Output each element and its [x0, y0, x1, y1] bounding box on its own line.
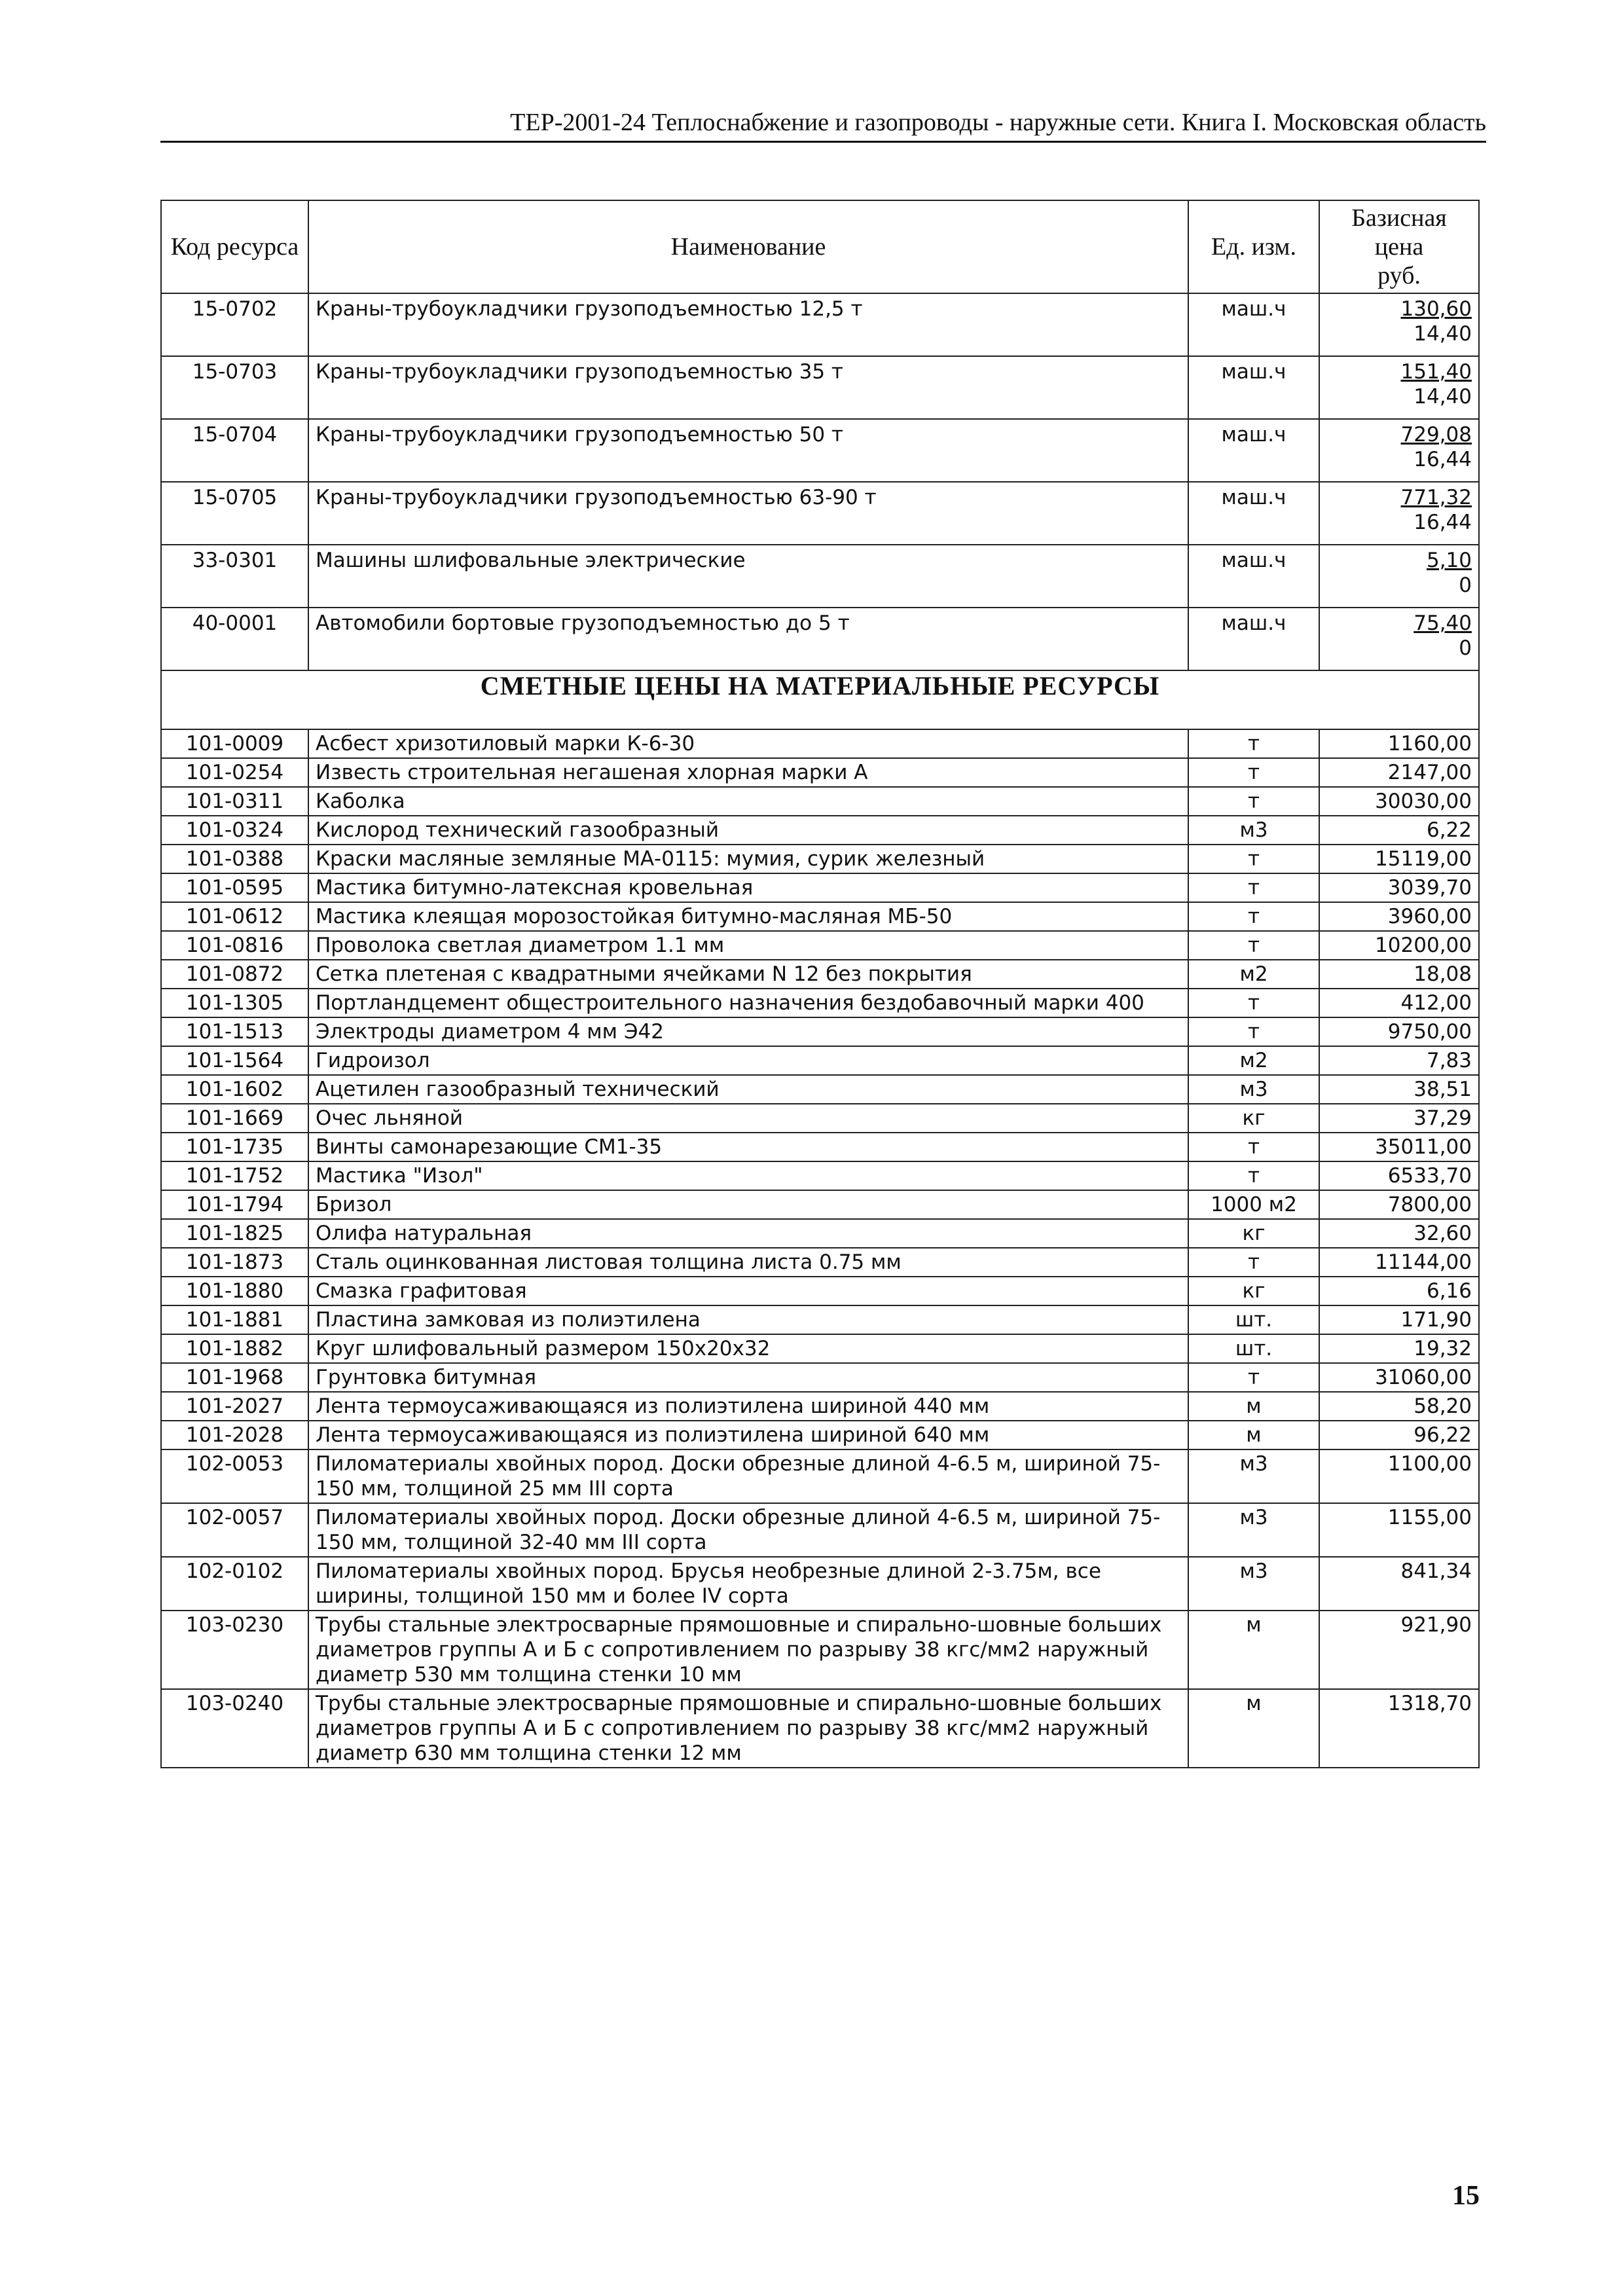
resource-price: 32,60: [1319, 1219, 1479, 1248]
page-header: ТЕР-2001-24 Теплоснабжение и газопроводы - наружные сети. Книга I. Московская область: [160, 108, 1486, 143]
resource-price: 1100,00: [1319, 1449, 1479, 1503]
resource-price: [1319, 293, 1479, 356]
table-row: [161, 1334, 1479, 1363]
resource-price: 3960,00: [1319, 902, 1479, 931]
resource-price: 11144,00: [1319, 1248, 1479, 1277]
resource-code: 101-1752: [161, 1161, 308, 1190]
resource-price: 15119,00: [1319, 845, 1479, 873]
resource-unit: кг: [1188, 1219, 1319, 1248]
table-row: [161, 1104, 1479, 1133]
resource-code: 101-0254: [161, 758, 308, 787]
machines-section: [161, 293, 1479, 670]
resource-code: 102-0057: [161, 1503, 308, 1557]
resource-price: [1319, 482, 1479, 545]
table-row: [161, 1449, 1479, 1503]
resource-unit: шт.: [1188, 1334, 1319, 1363]
resource-name: Гидроизол: [308, 1046, 1188, 1075]
resource-price: 921,90: [1319, 1611, 1479, 1689]
resource-unit: м3: [1188, 1075, 1319, 1104]
resource-price: 6533,70: [1319, 1161, 1479, 1190]
resource-code: 101-0612: [161, 902, 308, 931]
table-row: [161, 1689, 1479, 1768]
resource-code: 103-0230: [161, 1611, 308, 1689]
resource-name: Электроды диаметром 4 мм Э42: [308, 1017, 1188, 1046]
resource-code: 101-1602: [161, 1075, 308, 1104]
table-row: [161, 1363, 1479, 1392]
resource-name: Смазка графитовая: [308, 1277, 1188, 1305]
table-row: [161, 482, 1479, 545]
table-row: [161, 902, 1479, 931]
resource-unit: м: [1188, 1689, 1319, 1768]
resource-name: Пиломатериалы хвойных пород. Доски обрезные длиной 4-6.5 м, шириной 75-150 мм, толщиной 32-40 мм III сорта: [308, 1503, 1188, 1557]
resource-code: 101-1882: [161, 1334, 308, 1363]
resource-name: Трубы стальные электросварные прямошовные и спирально-шовные больших диаметров группы А и Б с сопротивлением по разрыву 38 кгс/мм2 наружный диаметр 530 мм толщина стенки 10 мм: [308, 1611, 1188, 1689]
resource-unit: т: [1188, 989, 1319, 1017]
resource-name: Краны-трубоукладчики грузоподъемностью 50 т: [308, 419, 1188, 482]
table-row: [161, 1421, 1479, 1449]
table-row: [161, 1248, 1479, 1277]
materials-section-title: [161, 670, 1479, 729]
base-price: 5,10: [1426, 549, 1472, 572]
resource-name: Сталь оцинкованная листовая толщина листа 0.75 мм: [308, 1248, 1188, 1277]
materials-section: [161, 729, 1479, 1768]
resource-name: Сетка плетеная с квадратными ячейками N 12 без покрытия: [308, 960, 1188, 989]
resource-price: 38,51: [1319, 1075, 1479, 1104]
resource-code: 101-1880: [161, 1277, 308, 1305]
resource-unit: маш.ч: [1188, 293, 1319, 356]
resource-name: Пластина замковая из полиэтилена: [308, 1305, 1188, 1334]
wage-price: 14,40: [1413, 322, 1472, 346]
resource-price: 1318,70: [1319, 1689, 1479, 1768]
resource-price: 412,00: [1319, 989, 1479, 1017]
resource-price: 171,90: [1319, 1305, 1479, 1334]
resource-code: 101-1564: [161, 1046, 308, 1075]
resource-name: Грунтовка битумная: [308, 1363, 1188, 1392]
resource-name: Олифа натуральная: [308, 1219, 1188, 1248]
col-header-price: [1319, 200, 1479, 293]
resource-unit: маш.ч: [1188, 482, 1319, 545]
resource-code: 15-0703: [161, 356, 308, 419]
resource-price: 3039,70: [1319, 873, 1479, 902]
table-row: [161, 1305, 1479, 1334]
resource-unit: т: [1188, 729, 1319, 758]
table-row: [161, 356, 1479, 419]
resource-code: 33-0301: [161, 545, 308, 608]
section-title-row: [161, 670, 1479, 729]
table-row: [161, 787, 1479, 816]
resource-code: 101-1794: [161, 1190, 308, 1219]
table-row: [161, 1503, 1479, 1557]
resource-unit: м: [1188, 1421, 1319, 1449]
resource-code: 101-1825: [161, 1219, 308, 1248]
resource-price: 58,20: [1319, 1392, 1479, 1421]
resource-unit: м2: [1188, 1046, 1319, 1075]
table-row: [161, 1190, 1479, 1219]
resource-price: 7,83: [1319, 1046, 1479, 1075]
wage-price: 0: [1459, 574, 1472, 597]
resource-name: Ацетилен газообразный технический: [308, 1075, 1188, 1104]
resource-code: 101-1305: [161, 989, 308, 1017]
resource-price: 6,22: [1319, 816, 1479, 845]
table-row: [161, 1219, 1479, 1248]
resource-price: 18,08: [1319, 960, 1479, 989]
table-row: [161, 1075, 1479, 1104]
resource-unit: маш.ч: [1188, 356, 1319, 419]
resource-unit: т: [1188, 1248, 1319, 1277]
resource-name: Мастика "Изол": [308, 1161, 1188, 1190]
resource-name: Лента термоусаживающаяся из полиэтилена шириной 640 мм: [308, 1421, 1188, 1449]
resource-code: 101-1513: [161, 1017, 308, 1046]
table-row: [161, 293, 1479, 356]
resource-price: 10200,00: [1319, 931, 1479, 960]
resource-unit: м: [1188, 1392, 1319, 1421]
table-row: [161, 816, 1479, 845]
resource-unit: м: [1188, 1611, 1319, 1689]
base-price: 771,32: [1400, 486, 1472, 509]
base-price: 729,08: [1400, 423, 1472, 446]
resource-name: Кислород технический газообразный: [308, 816, 1188, 845]
wage-price: 16,44: [1413, 511, 1472, 534]
resource-unit: м3: [1188, 816, 1319, 845]
resource-name: Портландцемент общестроительного назначения бездобавочный марки 400: [308, 989, 1188, 1017]
resource-price: 19,32: [1319, 1334, 1479, 1363]
resource-code: 101-0595: [161, 873, 308, 902]
resource-unit: т: [1188, 845, 1319, 873]
resource-code: 15-0705: [161, 482, 308, 545]
table-row: [161, 729, 1479, 758]
resource-price: [1319, 545, 1479, 608]
resource-code: 102-0053: [161, 1449, 308, 1503]
resource-price: 37,29: [1319, 1104, 1479, 1133]
resource-price: 7800,00: [1319, 1190, 1479, 1219]
resource-unit: т: [1188, 1161, 1319, 1190]
table-row: [161, 545, 1479, 608]
resource-code: 15-0702: [161, 293, 308, 356]
resource-code: 101-0311: [161, 787, 308, 816]
table-row: [161, 845, 1479, 873]
table-row: [161, 419, 1479, 482]
resource-code: 101-0009: [161, 729, 308, 758]
resource-name: Винты самонарезающие СМ1-35: [308, 1133, 1188, 1161]
resource-code: 101-1881: [161, 1305, 308, 1334]
table-row: [161, 1392, 1479, 1421]
resource-unit: маш.ч: [1188, 545, 1319, 608]
resource-name: Проволока светлая диаметром 1.1 мм: [308, 931, 1188, 960]
resource-name: Краны-трубоукладчики грузоподъемностью 12,5 т: [308, 293, 1188, 356]
section-title: СМЕТНЫЕ ЦЕНЫ НА МАТЕРИАЛЬНЫЕ РЕСУРСЫ: [161, 670, 1479, 729]
resource-price: 35011,00: [1319, 1133, 1479, 1161]
table-row: [161, 1611, 1479, 1689]
wage-price: 16,44: [1413, 448, 1472, 471]
table-row: [161, 1046, 1479, 1075]
resource-unit: м3: [1188, 1503, 1319, 1557]
resource-unit: т: [1188, 1017, 1319, 1046]
resource-price: 1155,00: [1319, 1503, 1479, 1557]
resource-unit: т: [1188, 758, 1319, 787]
resource-price: [1319, 356, 1479, 419]
resource-price: 30030,00: [1319, 787, 1479, 816]
resource-code: 101-1669: [161, 1104, 308, 1133]
resource-code: 101-2027: [161, 1392, 308, 1421]
resource-unit: т: [1188, 931, 1319, 960]
wage-price: 0: [1459, 636, 1472, 660]
resource-name: Известь строительная негашеная хлорная марки А: [308, 758, 1188, 787]
resource-code: 15-0704: [161, 419, 308, 482]
resource-unit: т: [1188, 902, 1319, 931]
table-row: [161, 1161, 1479, 1190]
resource-price: 2147,00: [1319, 758, 1479, 787]
resource-name: Асбест хризотиловый марки К-6-30: [308, 729, 1188, 758]
resource-price: 841,34: [1319, 1557, 1479, 1611]
col-header-price-line2: руб.: [1377, 262, 1421, 289]
resource-code: 102-0102: [161, 1557, 308, 1611]
resource-unit: м2: [1188, 960, 1319, 989]
resource-unit: т: [1188, 873, 1319, 902]
resource-unit: маш.ч: [1188, 608, 1319, 670]
table-row: [161, 931, 1479, 960]
resource-name: Автомобили бортовые грузоподъемностью до 5 т: [308, 608, 1188, 670]
resource-code: 101-0872: [161, 960, 308, 989]
resource-name: Мастика битумно-латексная кровельная: [308, 873, 1188, 902]
resource-unit: т: [1188, 787, 1319, 816]
resource-name: Каболка: [308, 787, 1188, 816]
resource-price: [1319, 419, 1479, 482]
resource-code: 40-0001: [161, 608, 308, 670]
base-price: 130,60: [1400, 297, 1472, 321]
resource-code: 101-1968: [161, 1363, 308, 1392]
col-header-name: Наименование: [308, 200, 1188, 293]
table-header-row: [161, 200, 1479, 293]
resource-price: 6,16: [1319, 1277, 1479, 1305]
resource-name: Бризол: [308, 1190, 1188, 1219]
resource-unit: т: [1188, 1133, 1319, 1161]
wage-price: 14,40: [1413, 385, 1472, 409]
resource-price: 96,22: [1319, 1421, 1479, 1449]
table-row: [161, 960, 1479, 989]
resource-name: Краны-трубоукладчики грузоподъемностью 63-90 т: [308, 482, 1188, 545]
resource-unit: шт.: [1188, 1305, 1319, 1334]
resource-name: Краски масляные земляные МА-0115: мумия, сурик железный: [308, 845, 1188, 873]
resource-name: Лента термоусаживающаяся из полиэтилена шириной 440 мм: [308, 1392, 1188, 1421]
resource-unit: т: [1188, 1363, 1319, 1392]
resource-price: 1160,00: [1319, 729, 1479, 758]
resource-code: 103-0240: [161, 1689, 308, 1768]
resource-name: Машины шлифовальные электрические: [308, 545, 1188, 608]
resource-name: Круг шлифовальный размером 150х20х32: [308, 1334, 1188, 1363]
col-header-price-line1: Базисная цена: [1351, 204, 1447, 261]
resource-name: Очес льняной: [308, 1104, 1188, 1133]
table-row: [161, 608, 1479, 670]
table-row: [161, 989, 1479, 1017]
resource-name: Пиломатериалы хвойных пород. Доски обрезные длиной 4-6.5 м, шириной 75-150 мм, толщиной 25 мм III сорта: [308, 1449, 1188, 1503]
resource-code: 101-2028: [161, 1421, 308, 1449]
resource-price: [1319, 608, 1479, 670]
col-header-unit: Ед. изм.: [1188, 200, 1319, 293]
resource-name: Краны-трубоукладчики грузоподъемностью 35 т: [308, 356, 1188, 419]
table-row: [161, 1277, 1479, 1305]
resource-unit: м3: [1188, 1557, 1319, 1611]
resource-price-table: [160, 200, 1480, 1768]
resource-unit: м3: [1188, 1449, 1319, 1503]
resource-code: 101-1873: [161, 1248, 308, 1277]
resource-code: 101-1735: [161, 1133, 308, 1161]
base-price: 75,40: [1413, 611, 1472, 635]
page-number: 15: [1452, 2181, 1480, 2211]
table-row: [161, 1557, 1479, 1611]
resource-unit: кг: [1188, 1104, 1319, 1133]
table-row: [161, 758, 1479, 787]
table-row: [161, 1133, 1479, 1161]
resource-unit: кг: [1188, 1277, 1319, 1305]
resource-price: 31060,00: [1319, 1363, 1479, 1392]
resource-unit: маш.ч: [1188, 419, 1319, 482]
col-header-code: Код ресурса: [161, 200, 308, 293]
resource-name: Мастика клеящая морозостойкая битумно-масляная МБ-50: [308, 902, 1188, 931]
resource-name: Пиломатериалы хвойных пород. Брусья необрезные длиной 2-3.75м, все ширины, толщиной 150 мм и более IV сорта: [308, 1557, 1188, 1611]
table-row: [161, 873, 1479, 902]
table-row: [161, 1017, 1479, 1046]
base-price: 151,40: [1400, 360, 1472, 384]
resource-code: 101-0324: [161, 816, 308, 845]
resource-name: Трубы стальные электросварные прямошовные и спирально-шовные больших диаметров группы А и Б с сопротивлением по разрыву 38 кгс/мм2 наружный диаметр 630 мм толщина стенки 12 мм: [308, 1689, 1188, 1768]
resource-unit: 1000 м2: [1188, 1190, 1319, 1219]
resource-code: 101-0816: [161, 931, 308, 960]
resource-price: 9750,00: [1319, 1017, 1479, 1046]
resource-code: 101-0388: [161, 845, 308, 873]
